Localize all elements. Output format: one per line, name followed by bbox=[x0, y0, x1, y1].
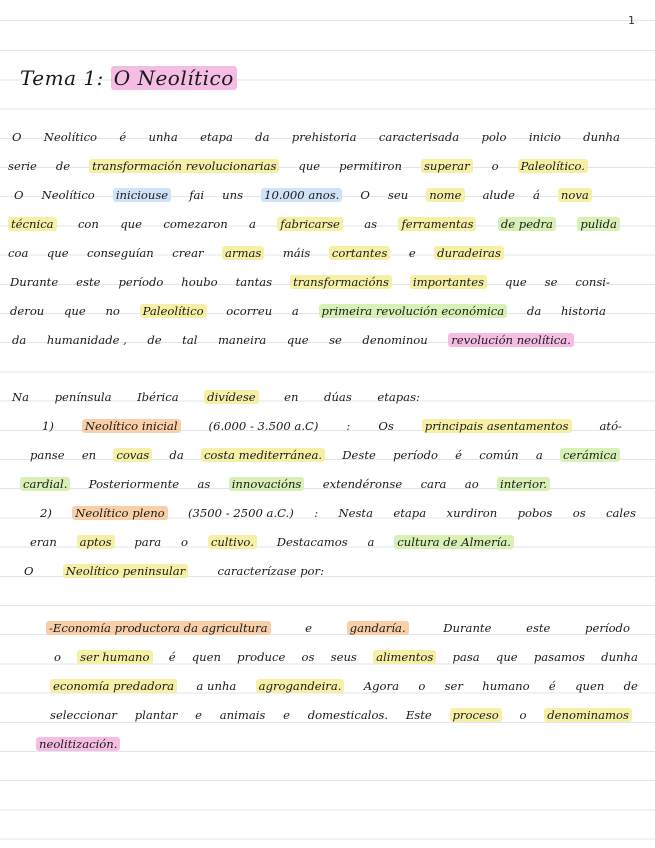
word: o bbox=[181, 535, 188, 549]
highlighted-word: divídese bbox=[204, 390, 258, 404]
title-prefix: Tema 1: bbox=[20, 66, 104, 90]
word: en bbox=[284, 390, 299, 404]
word: comezaron bbox=[163, 217, 228, 231]
word: Posteriormente bbox=[88, 477, 180, 491]
word: domesticalos. bbox=[307, 708, 389, 722]
word: caracterízase por: bbox=[217, 564, 324, 578]
word: Agora bbox=[363, 679, 399, 693]
word: polo bbox=[481, 130, 507, 144]
word: permitiron bbox=[339, 159, 402, 173]
word: se bbox=[329, 333, 342, 347]
highlighted-word: agrogandeira. bbox=[256, 679, 345, 693]
highlighted-word: iniciouse bbox=[113, 188, 171, 202]
word: (3500 - 2500 a.C.) bbox=[188, 506, 294, 520]
text-line bbox=[0, 217, 655, 239]
word: cales bbox=[606, 506, 636, 520]
text-line bbox=[0, 159, 655, 181]
word: etapas: bbox=[377, 390, 420, 404]
word: Destacamos bbox=[276, 535, 348, 549]
word: Os bbox=[378, 419, 394, 433]
word: a unha bbox=[196, 679, 237, 693]
word: pasa bbox=[452, 650, 480, 664]
word: Neolítico bbox=[41, 188, 95, 202]
word: no bbox=[105, 304, 120, 318]
word: se bbox=[544, 275, 558, 289]
word: a bbox=[249, 217, 256, 231]
highlighted-word: ferramentas bbox=[398, 217, 476, 231]
word: da bbox=[526, 304, 542, 318]
highlighted-word: pulida bbox=[577, 217, 620, 231]
highlighted-word: alimentos bbox=[373, 650, 436, 664]
word: a bbox=[291, 304, 299, 318]
word: que bbox=[46, 246, 69, 260]
word: de bbox=[623, 679, 638, 693]
word: inicio bbox=[528, 130, 561, 144]
word: etapa bbox=[200, 130, 233, 144]
word: ser bbox=[444, 679, 463, 693]
word: máis bbox=[282, 246, 311, 260]
word: 1) bbox=[42, 419, 54, 433]
word: período bbox=[585, 621, 630, 635]
word: Neolítico bbox=[43, 130, 98, 144]
word: extendéronse bbox=[322, 477, 403, 491]
highlighted-word: principais asentamentos bbox=[422, 419, 572, 433]
text-line bbox=[0, 564, 655, 586]
word: da bbox=[169, 448, 184, 462]
word: Este bbox=[405, 708, 432, 722]
word: xurdiron bbox=[446, 506, 498, 520]
text-line bbox=[0, 477, 655, 499]
word: alude bbox=[482, 188, 515, 202]
word: quen bbox=[191, 650, 221, 664]
word: denominou bbox=[362, 333, 428, 347]
highlighted-word: cortantes bbox=[329, 246, 391, 260]
word: as bbox=[364, 217, 378, 231]
word: prehistoria bbox=[291, 130, 357, 144]
word: O bbox=[12, 130, 22, 144]
highlighted-word: 10.000 anos. bbox=[261, 188, 342, 202]
highlighted-word: duradeiras bbox=[434, 246, 504, 260]
word: caracterisada bbox=[378, 130, 460, 144]
text-line bbox=[0, 621, 655, 643]
word: común bbox=[479, 448, 519, 462]
word: en bbox=[81, 448, 97, 462]
word: Nesta bbox=[338, 506, 373, 520]
word: seleccionar bbox=[50, 708, 117, 722]
highlighted-word: técnica bbox=[8, 217, 57, 231]
word: tantas bbox=[235, 275, 273, 289]
word: panse bbox=[30, 448, 65, 462]
word: o bbox=[519, 708, 527, 722]
highlighted-word: covas bbox=[113, 448, 152, 462]
highlighted-word: ser humano bbox=[77, 650, 152, 664]
highlighted-word: Neolítico pleno bbox=[72, 506, 167, 520]
word: tal bbox=[182, 333, 198, 347]
highlighted-word: Neolítico peninsular bbox=[63, 564, 188, 578]
highlighted-word: Paleolítico bbox=[140, 304, 207, 318]
word: coa bbox=[8, 246, 29, 260]
word: é bbox=[548, 679, 556, 693]
word: o bbox=[418, 679, 426, 693]
highlighted-word: innovacións bbox=[229, 477, 305, 491]
word: historia bbox=[560, 304, 606, 318]
word: (6.000 - 3.500 a.C) bbox=[208, 419, 319, 433]
word: Durante bbox=[10, 275, 59, 289]
word: Durante bbox=[443, 621, 492, 635]
word: ocorreu bbox=[226, 304, 273, 318]
title-highlight: O Neolítico bbox=[111, 66, 237, 90]
text-line bbox=[0, 506, 655, 528]
word: ao bbox=[464, 477, 479, 491]
word: O bbox=[24, 564, 34, 578]
word: este bbox=[76, 275, 101, 289]
highlighted-word: transformación revolucionarias bbox=[89, 159, 279, 173]
highlighted-word: interior. bbox=[497, 477, 550, 491]
word: consi- bbox=[575, 275, 610, 289]
highlighted-word: costa mediterránea. bbox=[201, 448, 325, 462]
word: o bbox=[491, 159, 499, 173]
word: eran bbox=[30, 535, 57, 549]
highlighted-word: proceso bbox=[450, 708, 502, 722]
word: Ibérica bbox=[137, 390, 179, 404]
word: que bbox=[63, 304, 86, 318]
word: que bbox=[504, 275, 527, 289]
highlighted-word: denominamos bbox=[544, 708, 632, 722]
highlighted-word: Paleolítico. bbox=[518, 159, 588, 173]
word: plantar bbox=[134, 708, 178, 722]
word: animais bbox=[219, 708, 266, 722]
word: cara bbox=[420, 477, 447, 491]
highlighted-word: cardial. bbox=[20, 477, 70, 491]
word: O bbox=[360, 188, 370, 202]
word: dunha bbox=[583, 130, 620, 144]
word: humano bbox=[482, 679, 530, 693]
word: e bbox=[283, 708, 291, 722]
text-line bbox=[0, 708, 655, 730]
text-line bbox=[0, 188, 655, 210]
highlighted-word: cerámica bbox=[560, 448, 620, 462]
word: este bbox=[526, 621, 551, 635]
word: produce bbox=[237, 650, 286, 664]
text-line bbox=[0, 535, 655, 557]
highlighted-word: revolución neolítica. bbox=[448, 333, 574, 347]
word: crear bbox=[172, 246, 204, 260]
word: período bbox=[393, 448, 438, 462]
highlighted-word: cultura de Almería. bbox=[394, 535, 514, 549]
word: pobos bbox=[517, 506, 553, 520]
word: Na bbox=[12, 390, 30, 404]
word: fai bbox=[189, 188, 205, 202]
highlighted-word: Neolítico inicial bbox=[82, 419, 181, 433]
word: humanidade , bbox=[46, 333, 127, 347]
word: : bbox=[314, 506, 319, 520]
word: con bbox=[77, 217, 99, 231]
word: que bbox=[298, 159, 321, 173]
word: que bbox=[286, 333, 309, 347]
word: da bbox=[255, 130, 270, 144]
highlighted-word: economía predadora bbox=[50, 679, 177, 693]
word: dunha bbox=[601, 650, 638, 664]
word: maneira bbox=[217, 333, 267, 347]
text-line bbox=[0, 737, 655, 759]
word: é bbox=[119, 130, 127, 144]
word: a bbox=[367, 535, 375, 549]
text-line bbox=[0, 333, 655, 355]
word: unha bbox=[148, 130, 178, 144]
word: 2) bbox=[40, 506, 52, 520]
word: conseguían bbox=[87, 246, 154, 260]
word: e bbox=[408, 246, 416, 260]
highlighted-word: neolitización. bbox=[36, 737, 120, 751]
text-line bbox=[0, 246, 655, 268]
highlighted-word: importantes bbox=[410, 275, 487, 289]
word: ató- bbox=[599, 419, 622, 433]
word: Deste bbox=[342, 448, 376, 462]
word: a bbox=[535, 448, 543, 462]
word: : bbox=[346, 419, 351, 433]
highlighted-word: transformacións bbox=[290, 275, 392, 289]
word: uns bbox=[222, 188, 244, 202]
word: pasamos bbox=[533, 650, 585, 664]
word: os bbox=[301, 650, 315, 664]
highlighted-word: -Economía productora da agricultura bbox=[46, 621, 271, 635]
word: o bbox=[54, 650, 61, 664]
word: de bbox=[147, 333, 162, 347]
word: e bbox=[305, 621, 313, 635]
word: península bbox=[54, 390, 112, 404]
word: os bbox=[572, 506, 586, 520]
highlighted-word: gandaría. bbox=[347, 621, 409, 635]
page-number: 1 bbox=[628, 14, 635, 27]
word: de bbox=[55, 159, 71, 173]
page-title bbox=[20, 66, 237, 90]
highlighted-word: aptos bbox=[77, 535, 115, 549]
text-line bbox=[0, 650, 655, 672]
word: seus bbox=[330, 650, 357, 664]
word: quen bbox=[575, 679, 605, 693]
word: houbo bbox=[181, 275, 218, 289]
highlighted-word: superar bbox=[421, 159, 473, 173]
highlighted-word: nome bbox=[426, 188, 464, 202]
text-line bbox=[0, 419, 655, 441]
word: período bbox=[118, 275, 164, 289]
word: dúas bbox=[324, 390, 352, 404]
word: etapa bbox=[393, 506, 427, 520]
word: seu bbox=[387, 188, 409, 202]
highlighted-word: primeira revolución económica bbox=[319, 304, 508, 318]
word: e bbox=[195, 708, 202, 722]
text-line bbox=[0, 304, 655, 326]
word: que bbox=[495, 650, 518, 664]
word: as bbox=[197, 477, 211, 491]
highlighted-word: cultivo. bbox=[208, 535, 257, 549]
highlighted-word: nova bbox=[558, 188, 592, 202]
word: para bbox=[134, 535, 162, 549]
highlighted-word: fabricarse bbox=[277, 217, 343, 231]
text-line bbox=[0, 679, 655, 701]
text-line bbox=[0, 130, 655, 152]
text-line bbox=[0, 448, 655, 470]
highlighted-word: armas bbox=[222, 246, 264, 260]
text-line bbox=[0, 390, 655, 412]
word: é bbox=[455, 448, 463, 462]
word: á bbox=[532, 188, 540, 202]
word: é bbox=[168, 650, 176, 664]
word: derou bbox=[10, 304, 45, 318]
highlighted-word: de pedra bbox=[498, 217, 556, 231]
word: da bbox=[12, 333, 27, 347]
word: que bbox=[120, 217, 142, 231]
word: O bbox=[14, 188, 24, 202]
text-line bbox=[0, 275, 655, 297]
word: serie bbox=[8, 159, 37, 173]
